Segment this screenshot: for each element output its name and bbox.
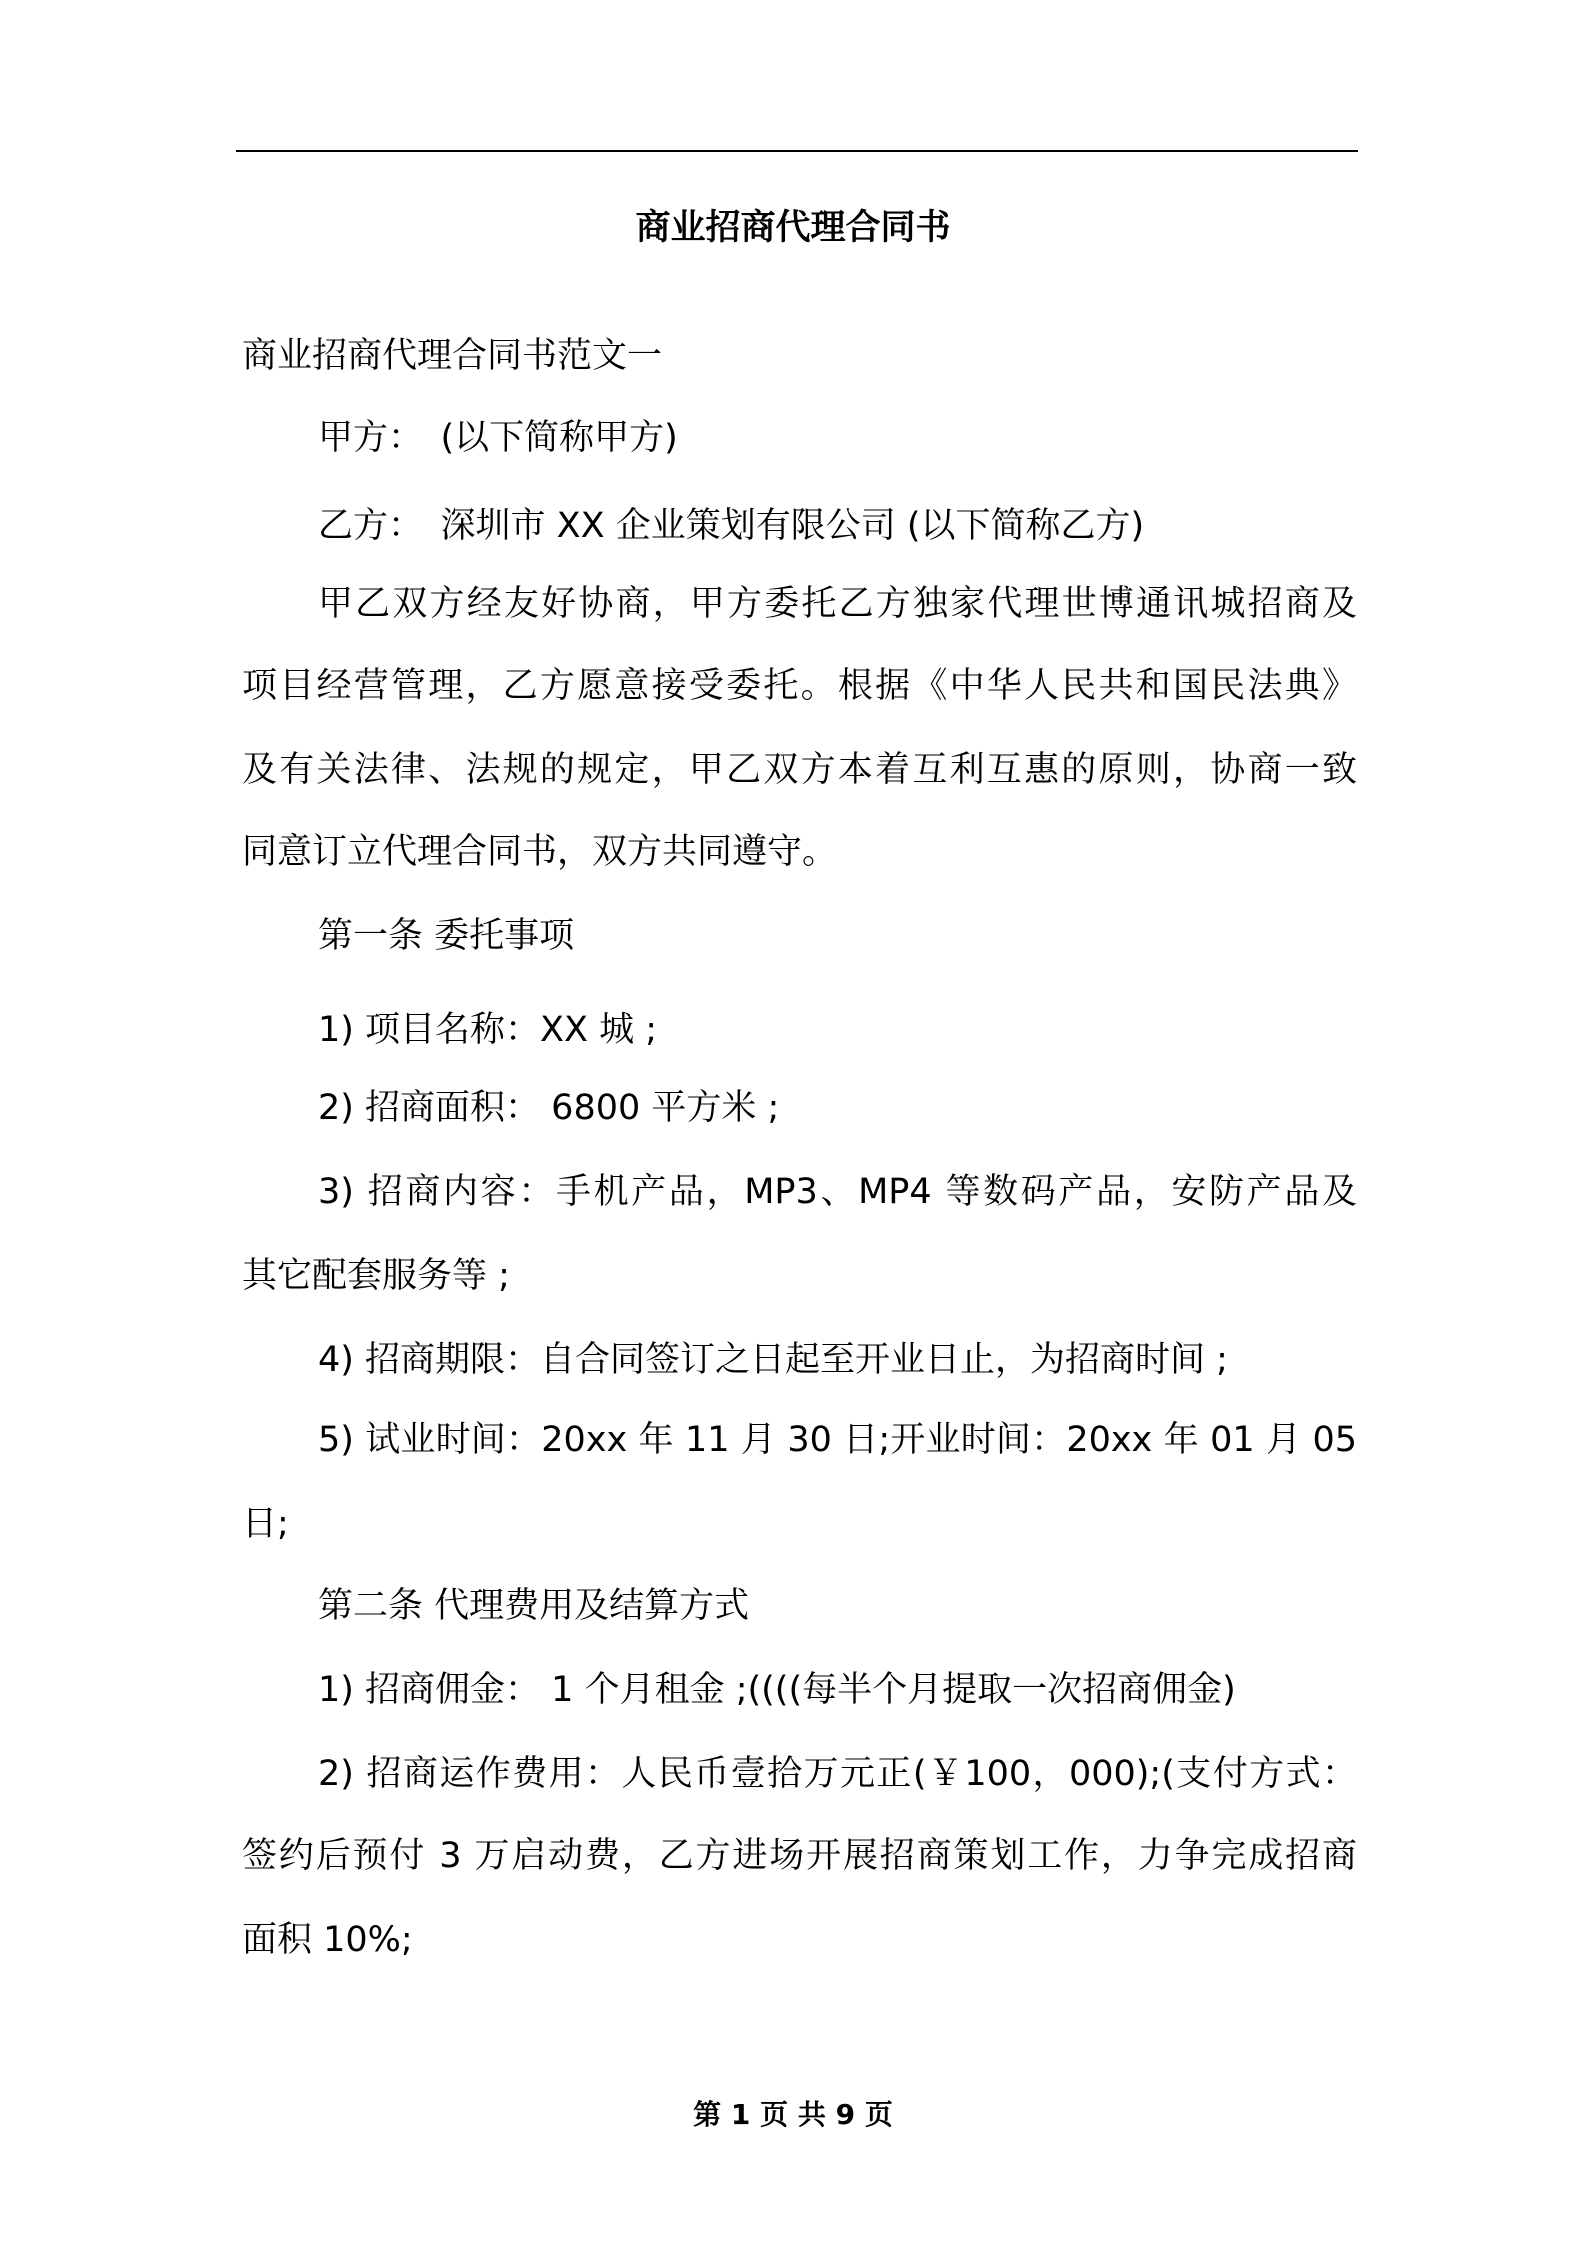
document-title: 商业招商代理合同书 <box>635 208 951 248</box>
article-2-item-2-line-1: 2) 招商运作费用：人民币壹拾万元正(￥100，000);(支付方式： <box>318 1754 1357 1794</box>
header-rule <box>236 150 1358 152</box>
party-b-line: 乙方： 深圳市 XX 企业策划有限公司 (以下简称乙方) <box>318 506 1145 546</box>
article-1-item-5-line-1: 5) 试业时间：20xx 年 11 月 30 日;开业时间：20xx 年 01 月 05 <box>318 1420 1357 1460</box>
article-1-item-2: 2) 招商面积： 6800 平方米 ; <box>318 1088 780 1128</box>
preamble-line-4: 同意订立代理合同书，双方共同遵守。 <box>242 832 838 872</box>
article-2-item-2-line-2: 签约后预付 3 万启动费，乙方进场开展招商策划工作，力争完成招商 <box>242 1836 1357 1876</box>
article-1-item-5-line-2: 日; <box>242 1504 289 1544</box>
preamble-line-2: 项目经营管理，乙方愿意接受委托。根据《中华人民共和国民法典》 <box>242 666 1357 706</box>
article-1-item-1: 1) 项目名称：XX 城 ; <box>318 1010 658 1050</box>
article-1-item-3-line-2: 其它配套服务等 ; <box>242 1256 510 1296</box>
page-number: 第 1 页 共 9 页 <box>693 2098 893 2131</box>
article-1-heading: 第一条 委托事项 <box>318 916 575 956</box>
article-1-item-4: 4) 招商期限：自合同签订之日起至开业日止，为招商时间 ; <box>318 1340 1228 1380</box>
preamble-line-1: 甲乙双方经友好协商，甲方委托乙方独家代理世博通讯城招商及 <box>318 584 1357 624</box>
party-a-line: 甲方： (以下简称甲方) <box>318 418 678 458</box>
document-subtitle: 商业招商代理合同书范文一 <box>242 336 663 376</box>
preamble-line-3: 及有关法律、法规的规定，甲乙双方本着互利互惠的原则，协商一致 <box>242 750 1357 790</box>
article-2-item-1: 1) 招商佣金： 1 个月租金 ;((((每半个月提取一次招商佣金) <box>318 1670 1236 1710</box>
article-1-item-3-line-1: 3) 招商内容：手机产品，MP3、MP4 等数码产品，安防产品及 <box>318 1172 1357 1212</box>
article-2-item-2-line-3: 面积 10%; <box>242 1920 413 1960</box>
article-2-heading: 第二条 代理费用及结算方式 <box>318 1586 750 1626</box>
